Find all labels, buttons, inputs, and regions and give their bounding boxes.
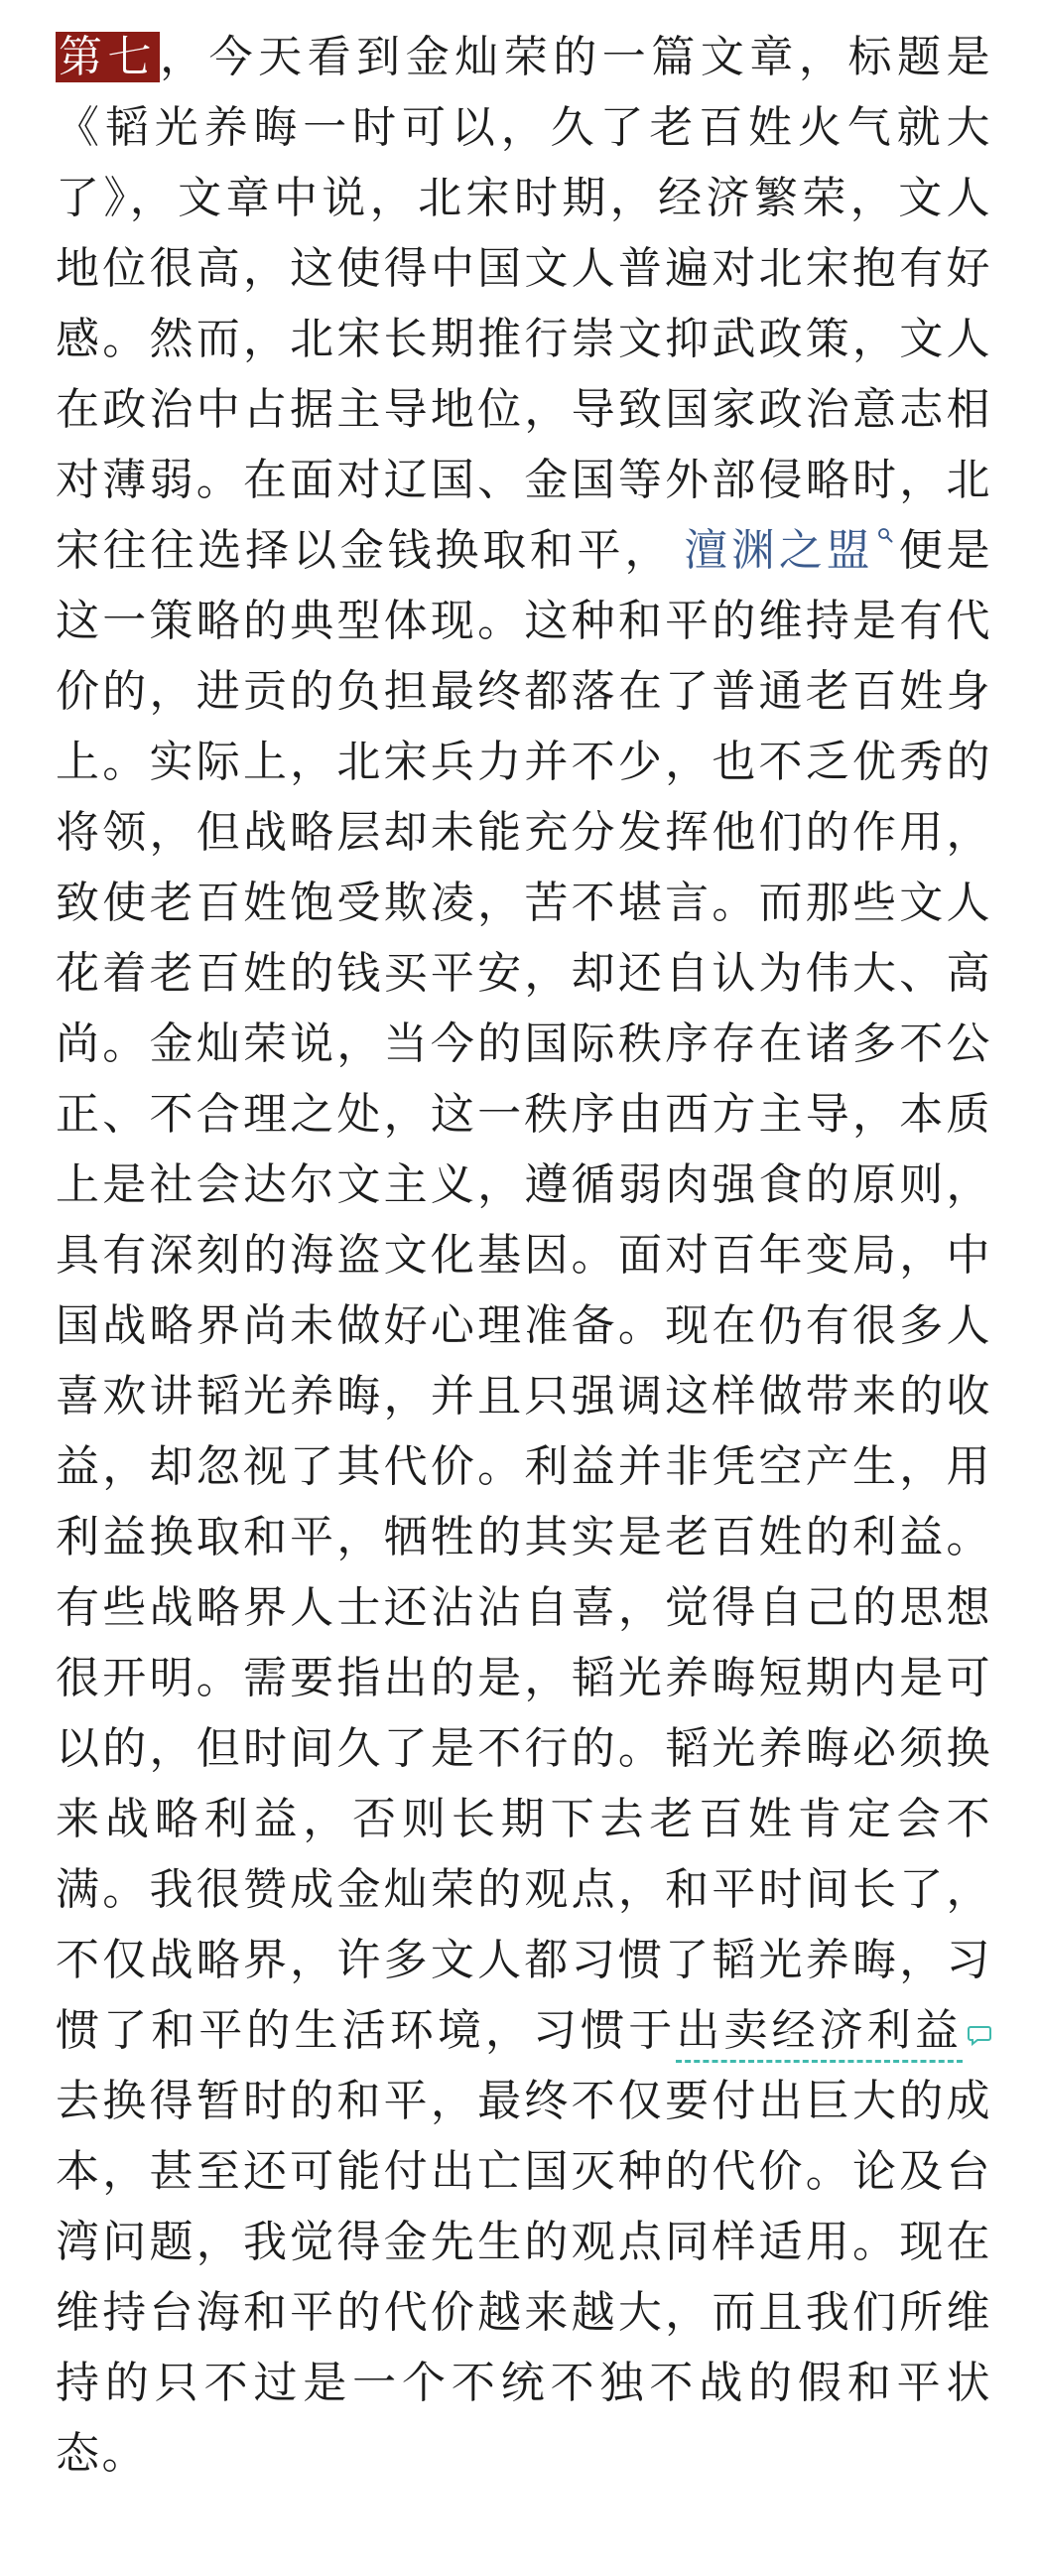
keyword-search-link[interactable]: 澶渊之盟 xyxy=(684,525,874,576)
highlight-comment-link[interactable]: 出卖经济利益 xyxy=(676,2005,963,2063)
section-tag: 第七 xyxy=(56,32,160,82)
search-icon[interactable] xyxy=(877,527,893,543)
paragraph-text-2: 便是这一策略的典型体现。这种和平的维持是有代价的，进贡的负担最终都落在了普通老百姓身上。实际上，北宋兵力并不少，也不乏优秀的将领，但战略层却未能充分发挥他们的作用，致使老百姓饱受欺凌，苦不堪言。而那些文人花着老百姓的钱买平安，却还自认为伟大、高尚。金灿荣说，当今的国际秩序存在诸多不公正、不合理之处，这一秩序由西方主导，本质上是社会达尔文主义，遵循弱肉强食的原则，具有深刻的海盗文化基因。面对百年变局，中国战略界尚未做好心理准备。现在仍有很多人喜欢讲韬光养晦，并且只强调这样做带来的收益，却忽视了其代价。利益并非凭空产生，用利益换取和平，牺牲的其实是老百姓的利益。有些战略界人士还沾沾自喜，觉得自己的思想很开明。需要指出的是，韬光养晦短期内是可以的，但时间久了是不行的。韬光养晦必须换来战略利益，否则长期下去老百姓肯定会不满。我很赞成金灿荣的观点，和平时间长了，不仅战略界，许多文人都习惯了韬光养晦，习惯了和平的生活环境，习惯于 xyxy=(56,525,993,2056)
paragraph-text-1: ，今天看到金灿荣的一篇文章，标题是《韬光养晦一时可以，久了老百姓火气就大了》，文章中说，北宋时期，经济繁荣，文人地位很高，这使得中国文人普遍对北宋抱有好感。然而，北宋长期推行崇文抑武政策，文人在政治中占据主导地位，导致国家政治意志相对薄弱。在面对辽国、金国等外部侵略时，北宋往往选择以金钱换取和平， xyxy=(56,32,993,576)
comment-icon[interactable] xyxy=(967,2023,992,2047)
paragraph-text-3: 去换得暂时的和平，最终不仅要付出巨大的成本，甚至还可能付出亡国灭种的代价。论及台湾问题，我觉得金先生的观点同样适用。现在维持台海和平的代价越来越大，而且我们所维持的只不过是一个不统不独不战的假和平状态。 xyxy=(56,2076,992,2479)
